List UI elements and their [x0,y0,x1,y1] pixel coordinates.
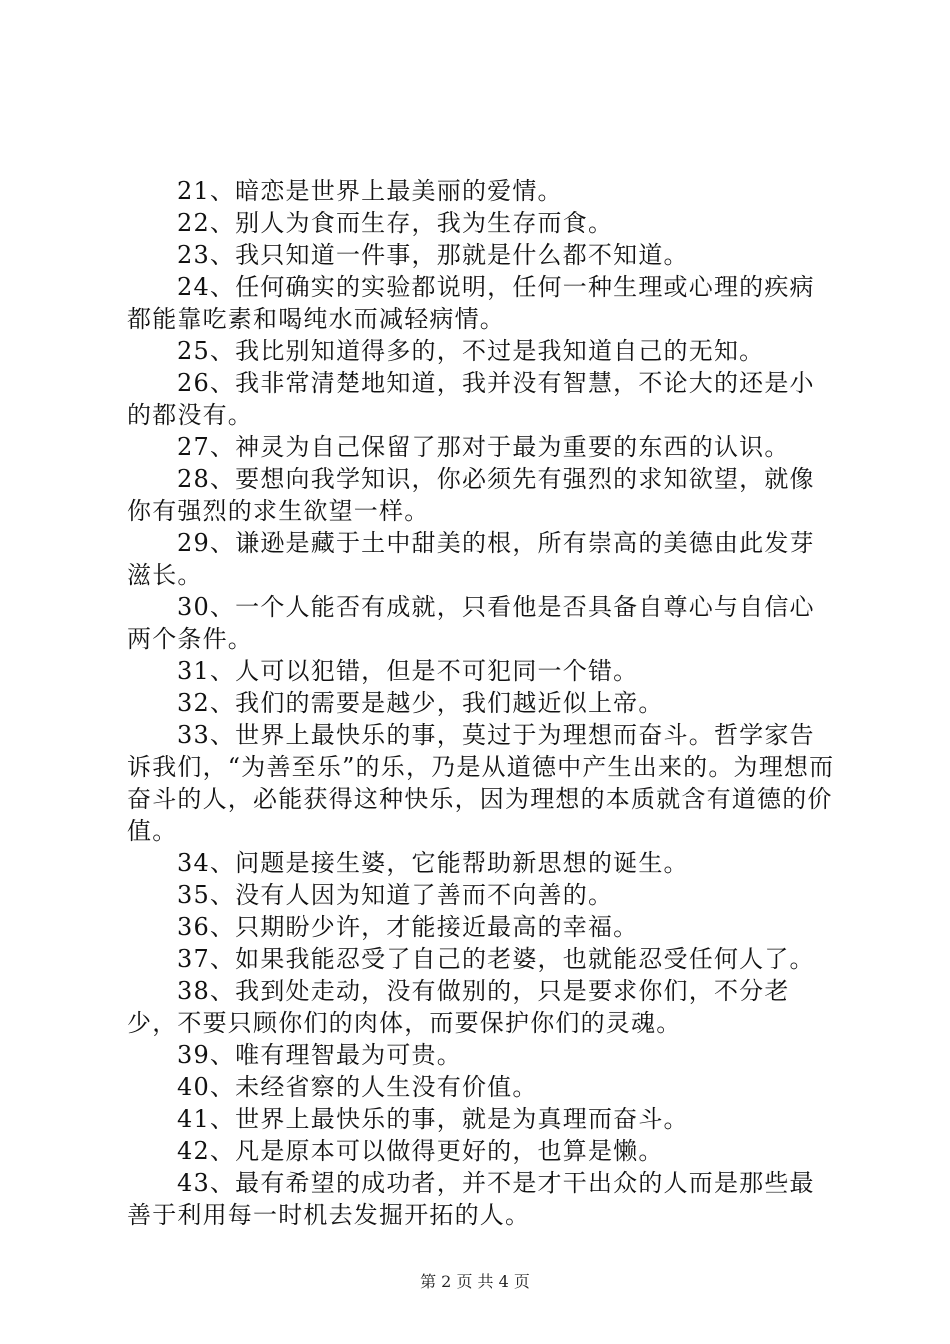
quote-list [127,175,837,1231]
quote-paragraph: 32、我们的需要是越少，我们越近似上帝。 [177,689,664,717]
quote-paragraph: 27、神灵为自己保留了那对于最为重要的东西的认识。 [177,433,790,461]
quote-paragraph: 35、没有人因为知道了善而不向善的。 [177,881,614,909]
quote-paragraph: 33、世界上最快乐的事，莫过于为理想而奋斗。哲学家告诉我们，“为善至乐”的乐，乃是从道德中产生出来的。为理想而奋斗的人，必能获得这种快乐，因为理想的本质就含有道德的价值。 [127,721,835,845]
quote-paragraph: 41、世界上最快乐的事，就是为真理而奋斗。 [177,1105,689,1133]
quote-paragraph: 38、我到处走动，没有做别的，只是要求你们，不分老少，不要只顾你们的肉体，而要保护你们的灵魂。 [127,977,790,1037]
quote-paragraph: 25、我比别知道得多的，不过是我知道自己的无知。 [177,337,765,365]
quote-paragraph: 23、我只知道一件事，那就是什么都不知道。 [177,241,689,269]
quote-paragraph: 31、人可以犯错，但是不可犯同一个错。 [177,657,639,685]
quote-paragraph: 39、唯有理智最为可贵。 [177,1041,462,1069]
quote-paragraph: 24、任何确实的实验都说明，任何一种生理或心理的疾病都能靠吃素和喝纯水而减轻病情。 [127,273,815,333]
quote-paragraph: 34、问题是接生婆，它能帮助新思想的诞生。 [177,849,689,877]
quote-paragraph: 29、谦逊是藏于土中甜美的根，所有崇高的美德由此发芽滋长。 [127,529,815,589]
quote-paragraph: 28、要想向我学知识，你必须先有强烈的求知欲望，就像你有强烈的求生欲望一样。 [127,465,815,525]
page-number-footer: 第 2 页 共 4 页 [420,1272,530,1291]
quote-paragraph: 37、如果我能忍受了自己的老婆，也就能忍受任何人了。 [177,945,815,973]
quote-paragraph: 21、暗恋是世界上最美丽的爱情。 [177,177,563,205]
quote-paragraph: 40、未经省察的人生没有价值。 [177,1073,538,1101]
quote-paragraph: 26、我非常清楚地知道，我并没有智慧，不论大的还是小的都没有。 [127,369,815,429]
quote-paragraph: 43、最有希望的成功者，并不是才干出众的人而是那些最善于利用每一时机去发掘开拓的人。 [127,1169,815,1229]
quote-paragraph: 36、只期盼少许，才能接近最高的幸福。 [177,913,639,941]
quote-paragraph: 42、凡是原本可以做得更好的，也算是懒。 [177,1137,664,1165]
quote-paragraph: 22、别人为食而生存，我为生存而食。 [177,209,614,237]
quote-paragraph: 30、一个人能否有成就，只看他是否具备自尊心与自信心两个条件。 [127,593,815,653]
